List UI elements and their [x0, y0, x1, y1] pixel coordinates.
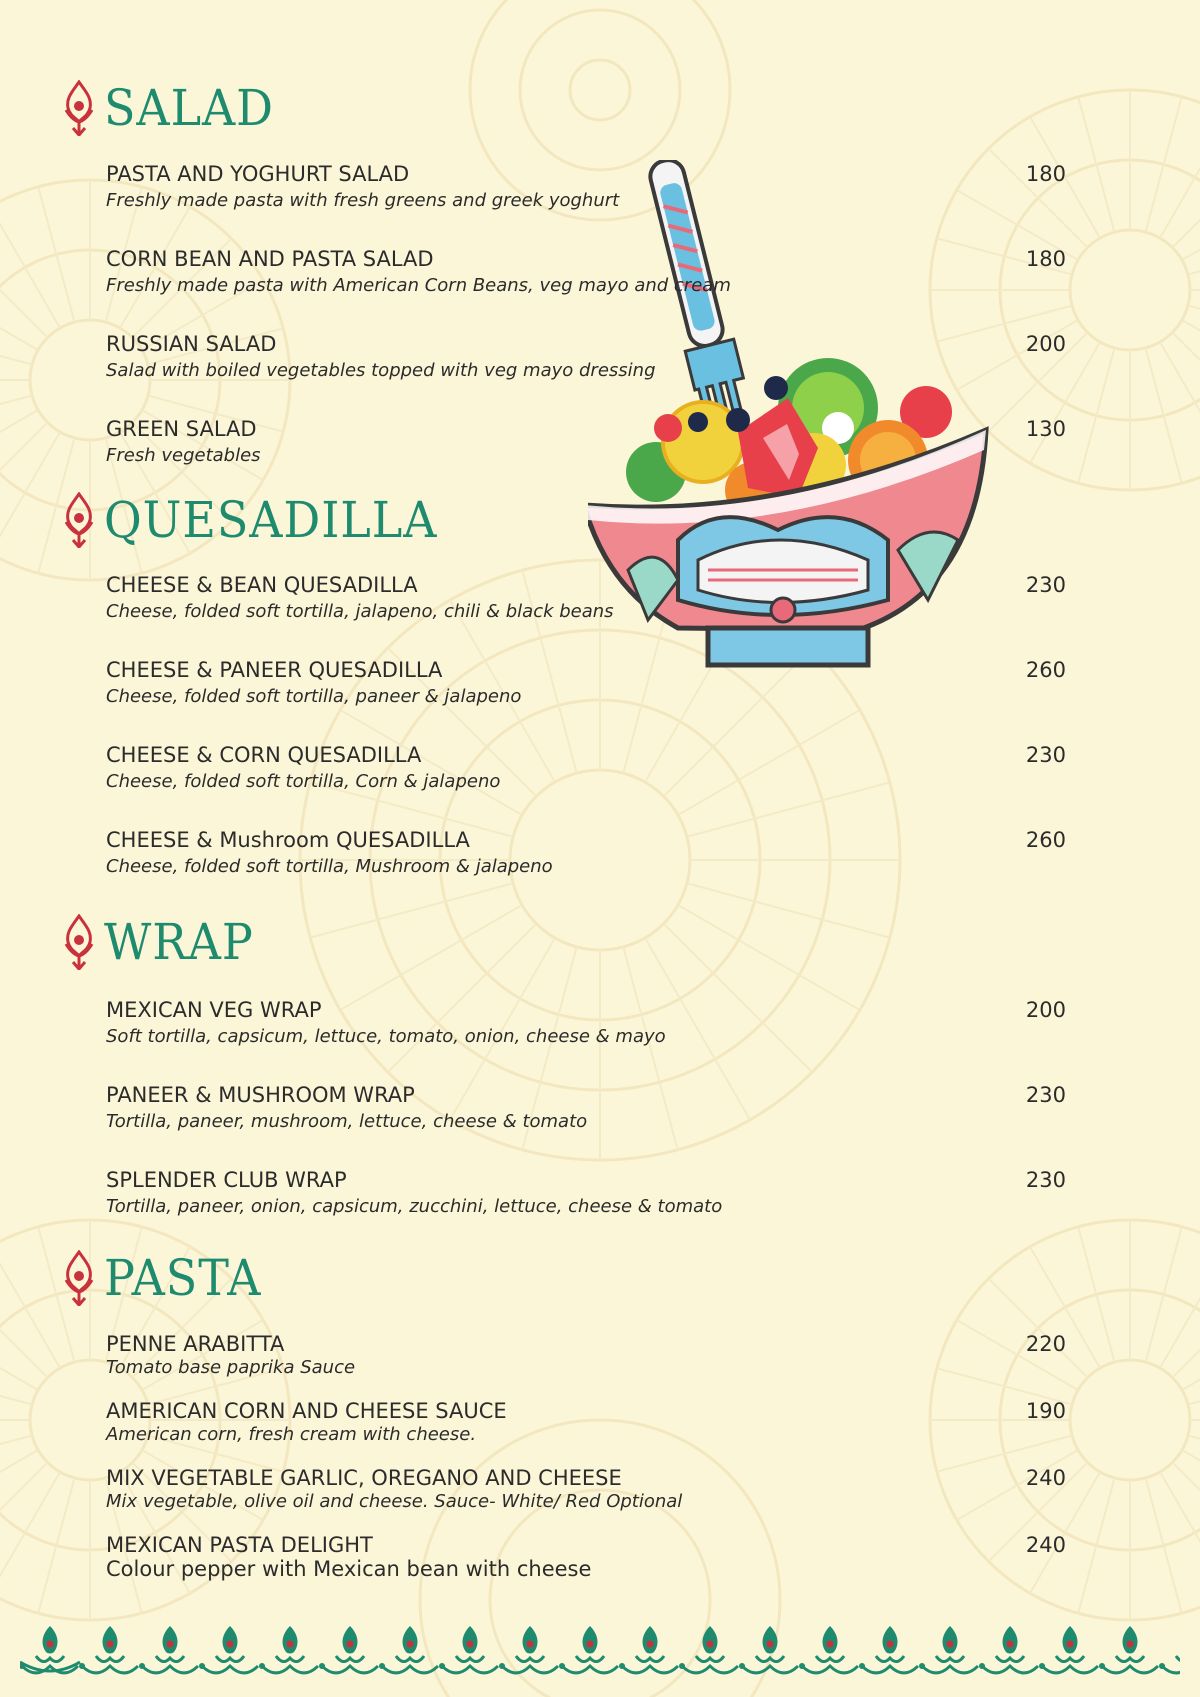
item-price: 230: [1025, 1168, 1066, 1192]
item-name: AMERICAN CORN AND CHEESE SAUCE: [106, 1399, 507, 1423]
menu-item: [106, 826, 1066, 880]
section-title: QUESADILLA: [104, 491, 438, 549]
item-price: 180: [1025, 162, 1066, 186]
menu-item: [106, 160, 1066, 214]
item-description: Mix vegetable, olive oil and cheese. Sauce- White/ Red Optional: [106, 1491, 683, 1512]
menu-item: [106, 741, 1066, 795]
item-description: Freshly made pasta with fresh greens and greek yoghurt: [106, 190, 620, 211]
menu-item: [106, 1464, 1066, 1512]
item-name: RUSSIAN SALAD: [106, 332, 277, 356]
item-price: 230: [1025, 573, 1066, 597]
item-description: Tomato base paprika Sauce: [106, 1357, 356, 1378]
item-description: Freshly made pasta with American Corn Beans, veg mayo and cream: [106, 275, 731, 296]
menu-item: [106, 245, 1066, 299]
red-lotus-ornament-icon: [62, 80, 96, 136]
item-price: 220: [1025, 1332, 1066, 1356]
section-title: PASTA: [104, 1249, 262, 1307]
item-price: 180: [1025, 247, 1066, 271]
menu-item: [106, 571, 1066, 625]
item-description: Cheese, folded soft tortilla, Corn & jalapeno: [106, 771, 501, 792]
item-price: 260: [1025, 658, 1066, 682]
item-name: MEXICAN PASTA DELIGHT: [106, 1533, 373, 1557]
item-name: PASTA AND YOGHURT SALAD: [106, 162, 410, 186]
item-description: Salad with boiled vegetables topped with veg mayo dressing: [106, 360, 656, 381]
item-name: GREEN SALAD: [106, 417, 257, 441]
item-name: PANEER & MUSHROOM WRAP: [106, 1083, 415, 1107]
item-description: Colour pepper with Mexican bean with cheese: [106, 1557, 592, 1581]
item-price: 230: [1025, 743, 1066, 767]
item-name: MIX VEGETABLE GARLIC, OREGANO AND CHEESE: [106, 1466, 622, 1490]
section-title: SALAD: [104, 79, 274, 137]
item-description: Fresh vegetables: [106, 445, 261, 466]
red-lotus-ornament-icon: [62, 492, 96, 548]
section-heading-quesadilla: [62, 490, 466, 550]
red-lotus-ornament-icon: [62, 914, 96, 970]
item-price: 230: [1025, 1083, 1066, 1107]
red-lotus-ornament-icon: [62, 1250, 96, 1306]
item-name: CHEESE & BEAN QUESADILLA: [106, 573, 418, 597]
menu-item: [106, 1081, 1066, 1135]
item-name: MEXICAN VEG WRAP: [106, 998, 322, 1022]
item-description: Cheese, folded soft tortilla, Mushroom & jalapeno: [106, 856, 553, 877]
item-price: 190: [1025, 1399, 1066, 1423]
item-description: Cheese, folded soft tortilla, jalapeno, chili & black beans: [106, 601, 614, 622]
section-heading-salad: [62, 78, 289, 138]
section-heading-wrap: [62, 912, 267, 972]
item-price: 260: [1025, 828, 1066, 852]
item-name: CHEESE & PANEER QUESADILLA: [106, 658, 443, 682]
menu-item: [106, 656, 1066, 710]
menu-item: [106, 1330, 1066, 1378]
item-name: SPLENDER CLUB WRAP: [106, 1168, 347, 1192]
item-price: 200: [1025, 332, 1066, 356]
item-price: 240: [1025, 1533, 1066, 1557]
item-price: 130: [1025, 417, 1066, 441]
item-name: CHEESE & Mushroom QUESADILLA: [106, 828, 470, 852]
menu-item: [106, 1397, 1066, 1445]
menu-item: [106, 1166, 1066, 1220]
menu-item: [106, 415, 1066, 469]
item-description: Tortilla, paneer, mushroom, lettuce, cheese & tomato: [106, 1111, 588, 1132]
menu-item: [106, 1531, 1066, 1579]
item-price: 200: [1025, 998, 1066, 1022]
menu-item: [106, 996, 1066, 1050]
section-heading-pasta: [62, 1248, 275, 1308]
item-description: Soft tortilla, capsicum, lettuce, tomato, onion, cheese & mayo: [106, 1026, 666, 1047]
item-description: Tortilla, paneer, onion, capsicum, zucchini, lettuce, cheese & tomato: [106, 1196, 723, 1217]
item-price: 240: [1025, 1466, 1066, 1490]
item-description: American corn, fresh cream with cheese.: [106, 1424, 477, 1445]
item-name: CHEESE & CORN QUESADILLA: [106, 743, 422, 767]
section-title: WRAP: [104, 913, 254, 971]
item-description: Cheese, folded soft tortilla, paneer & jalapeno: [106, 686, 522, 707]
menu-item: [106, 330, 1066, 384]
item-name: CORN BEAN AND PASTA SALAD: [106, 247, 434, 271]
item-name: PENNE ARABITTA: [106, 1332, 285, 1356]
